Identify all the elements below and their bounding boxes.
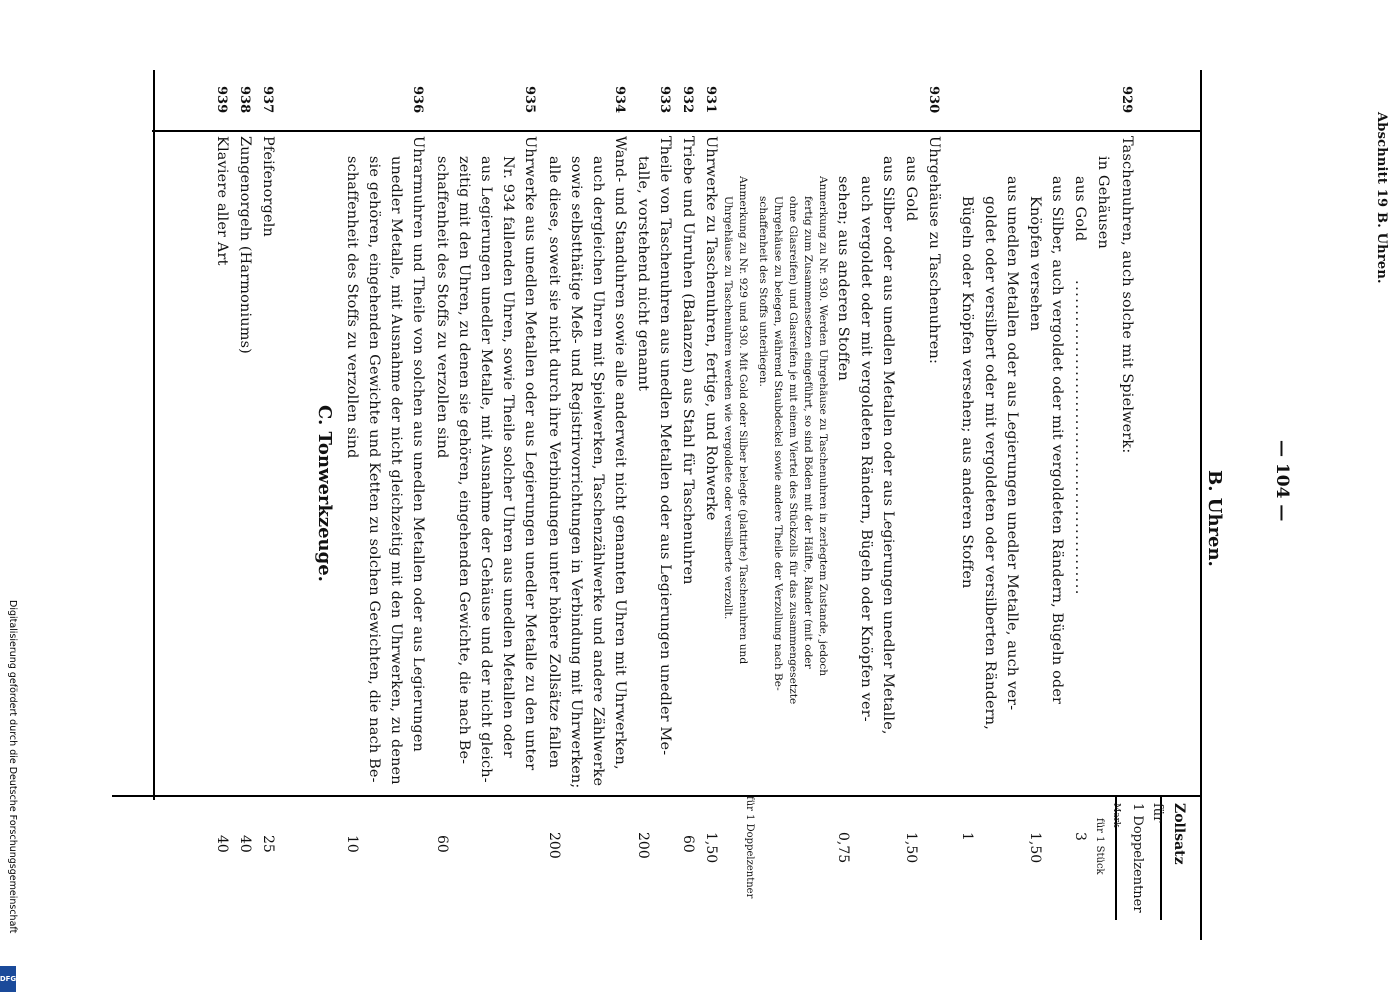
item-text: Triebe und Unruhen (Balanzen) aus Stahl für Taschenuhren — [680, 136, 696, 585]
rate-col-title: Zollsatz — [1171, 803, 1187, 865]
item-text: Klaviere aller Art — [214, 136, 230, 266]
item-number-939: 939 — [214, 86, 229, 114]
note-text: Uhrgehäuse zu belegen, während Staubdeckel sowie andere Theile der Verzollung nach Be- — [772, 196, 784, 691]
item-text: Uhrarmuhren und Theile von solchen aus unedlen Metallen oder aus Legierungen — [410, 136, 426, 753]
note-text: ohne Glasreifen) und Glasreifen je mit einem Viertel des Stückzolls für das zusammengesetzte — [787, 196, 799, 705]
item-text: Zungenorgeln (Harmoniums) — [237, 136, 253, 354]
rate-value: 200 — [546, 832, 562, 859]
rate-value: 25 — [260, 835, 276, 853]
item-text: aus Silber, auch vergoldet oder mit vergoldeten Rändern, Bügeln oder — [1049, 176, 1065, 705]
item-text: Knöpfen versehen — [1027, 196, 1043, 332]
dot-leader: .................................................... — [1072, 280, 1088, 596]
rate-value: 40 — [237, 835, 253, 853]
dfg-credit: Digitalisierung gefördert durch die Deutsche Forschungsgemeinschaft — [7, 600, 18, 934]
note-text: Anmerkung zu Nr. 930. Werden Uhrgehäuse zu Taschenuhren in zerlegtem Zustande, jedoch — [817, 176, 829, 677]
rate-value: 60 — [680, 835, 696, 853]
number-column-rule — [152, 130, 1202, 132]
item-number-938: 938 — [237, 86, 252, 114]
rate-value: 1,50 — [903, 832, 919, 864]
item-text: goldet oder versilbert oder mit vergoldeten oder versilberten Rändern, — [982, 196, 998, 730]
rate-unit: für 1 Doppelzentner — [744, 796, 755, 899]
rate-col-unit: 1 Doppelzentner — [1130, 803, 1145, 913]
item-text: aus unedlen Metallen oder aus Legierungen unedler Metalle, auch ver- — [1004, 176, 1020, 711]
item-number-937: 937 — [260, 86, 275, 114]
item-number-932: 932 — [680, 86, 695, 114]
rate-value: 0,75 — [835, 832, 851, 864]
section-header: Abschnitt 19 B. Uhren. — [1374, 112, 1389, 284]
item-text: Nr. 934 fallenden Uhren, sowie Theile solcher Uhren aus unedlen Metallen oder — [500, 156, 516, 758]
item-text: Taschenuhren, auch solche mit Spielwerk: — [1119, 136, 1135, 454]
item-text: sie gehören, eingehenden Gewichte und Ketten zu solchen Gewichten, die nach Be- — [366, 156, 382, 783]
item-text: Uhrwerke aus unedlen Metallen oder aus Legierungen unedler Metalle zu den unter — [522, 136, 538, 771]
rate-col-for: für — [1150, 803, 1165, 823]
item-text: sehen; aus anderen Stoffen — [835, 176, 851, 381]
item-text: sowie selbstthätige Meß- und Registrirvorrichtungen in Verbindung mit Uhrwerken; — [568, 156, 584, 789]
rate-value: 60 — [434, 835, 450, 853]
rate-value: 10 — [344, 835, 360, 853]
dfg-logo: DFG — [0, 966, 16, 992]
rate-value: 40 — [214, 835, 230, 853]
item-number-930: 930 — [926, 86, 941, 114]
item-text: aus Legierungen unedler Metalle, mit Ausnahme der Gehäuse und der nicht gleich- — [478, 156, 494, 783]
item-text: schaffenheit des Stoffs zu verzollen sind — [344, 156, 360, 459]
heading-b: B. Uhren. — [1204, 470, 1225, 567]
rate-column-rule — [112, 795, 1202, 797]
item-number-936: 936 — [410, 86, 425, 114]
note-text: fertig zum Zusammensetzen eingeführt, so sind Böden mit der Hälfte, Ränder (mit oder — [802, 196, 814, 669]
item-text: schaffenheit des Stoffs zu verzollen sind — [434, 156, 450, 459]
note-text: schaffenheit des Stoffs unterliegen. — [757, 196, 769, 387]
item-number-935: 935 — [522, 86, 537, 114]
page-number: — 104 — — [1272, 440, 1292, 522]
item-text: Wand- und Standuhren sowie alle anderweit nicht genannten Uhren mit Uhrwerken, — [612, 136, 628, 770]
item-text: Uhrgehäuse zu Taschenuhren: — [926, 136, 942, 365]
header-rule — [1200, 70, 1202, 940]
heading-c: C. Tonwerkzeuge. — [314, 405, 335, 582]
item-number-933: 933 — [657, 86, 672, 114]
note-text: Anmerkung zu Nr. 929 und 930. Mit Gold oder Silber belegte (plattirte) Taschenuhren und — [737, 176, 749, 665]
rate-value: 1 — [959, 832, 975, 841]
rate-unit: für 1 Stück — [1094, 818, 1105, 875]
item-text: Bügeln oder Knöpfen versehen; aus anderen Stoffen — [959, 196, 975, 589]
note-text: Uhrgehäuse zu Taschenuhren werden wie vergoldete oder versilberte verzollt. — [722, 196, 734, 620]
item-text: aus Gold — [903, 156, 919, 222]
item-text: zeitig mit den Uhren, zu denen sie gehören, eingehenden Gewichte, die nach Be- — [456, 156, 472, 765]
item-text: auch vergoldet oder mit vergoldeten Rändern, Bügeln oder Knöpfen ver- — [858, 176, 874, 722]
item-text: aus Silber oder aus unedlen Metallen oder aus Legierungen unedler Metalle, — [880, 156, 896, 735]
item-text: Uhrwerke zu Taschenuhren, fertige, und Rohwerke — [703, 136, 719, 521]
item-text: alle diese, soweit sie nicht durch ihre Verbindungen unter höhere Zollsätze fallen — [546, 156, 562, 769]
rate-col-currency: Mark — [1111, 803, 1121, 828]
item-number-934: 934 — [612, 86, 627, 114]
item-text: Theile von Taschenuhren aus unedlen Metallen oder aus Legierungen unedler Me- — [657, 136, 673, 756]
rate-value: 1,50 — [703, 832, 719, 864]
item-number-931: 931 — [703, 86, 718, 114]
item-text: in Gehäusen — [1095, 156, 1111, 249]
rate-value: 200 — [635, 832, 651, 859]
item-text: auch dergleichen Uhren mit Spielwerken, Taschenzählwerke und andere Zählwerke — [590, 156, 606, 787]
item-text: talle, vorstehend nicht genannt — [635, 156, 651, 392]
item-text: aus Gold — [1072, 176, 1088, 242]
item-number-929: 929 — [1119, 86, 1134, 114]
rate-value: 3 — [1072, 832, 1088, 841]
item-text: unedler Metalle, mit Ausnahme der nicht gleichzeitig mit den Uhrwerken, zu denen — [388, 156, 404, 785]
rate-value: 1,50 — [1027, 832, 1043, 864]
lower-rule — [153, 70, 155, 800]
item-text: Pfeifenorgeln — [260, 136, 276, 237]
